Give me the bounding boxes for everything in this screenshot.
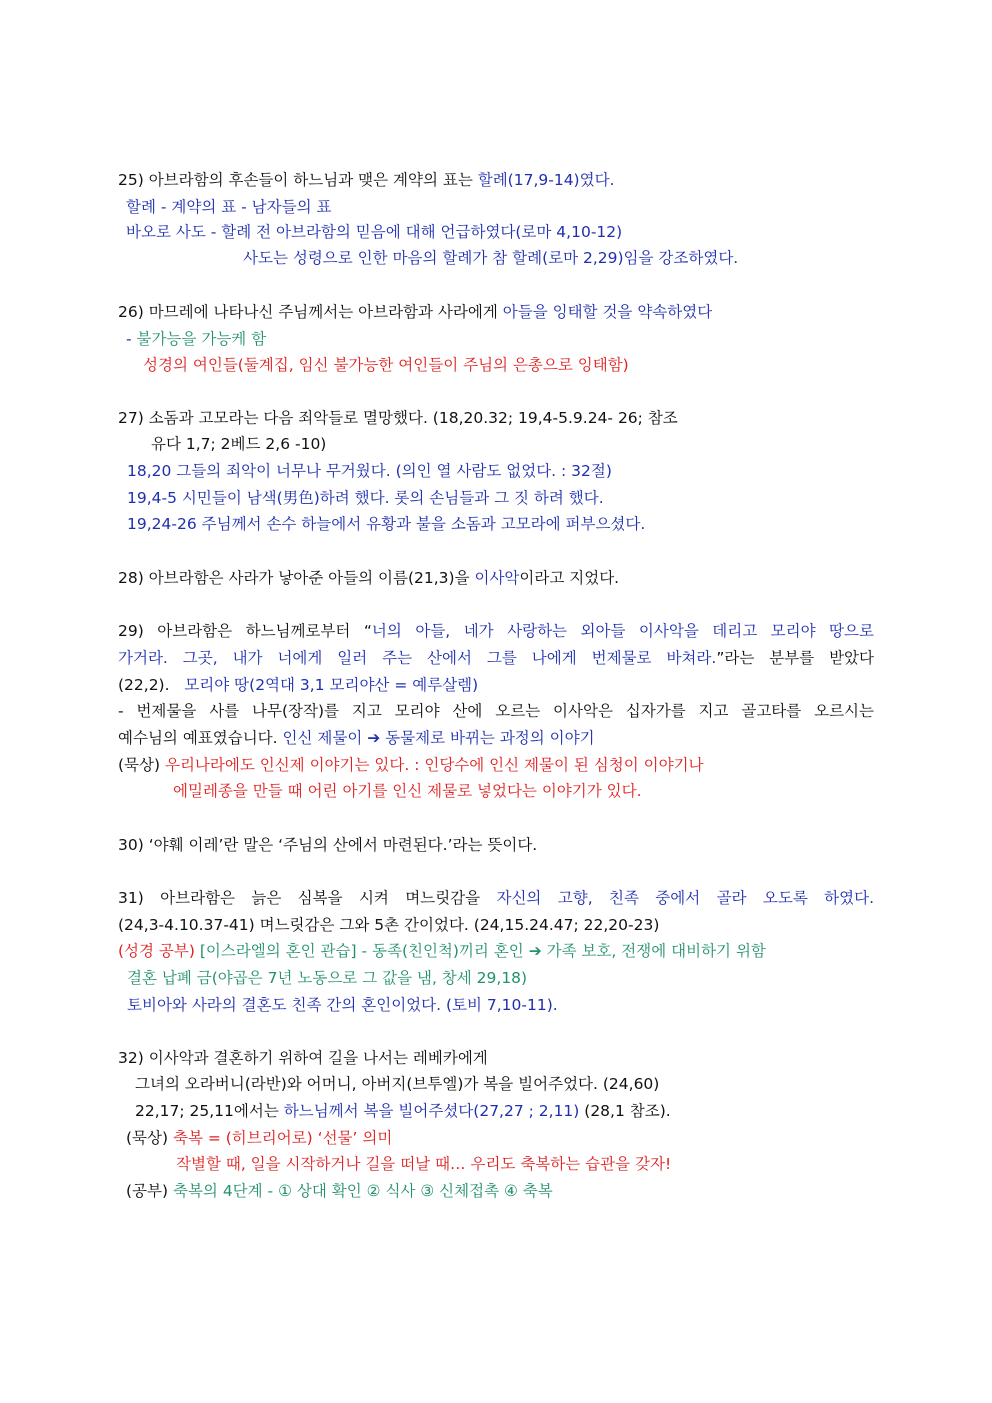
item-32-line	[135, 1101, 671, 1123]
text-run: 25) 아브라함의 후손들이 하느님과 맺은 계약의 표는	[118, 171, 478, 189]
text-run: 할례 - 계약의 표 - 남자들의 표	[126, 198, 332, 216]
item-29-meditation	[173, 781, 642, 803]
item-29-meditation	[118, 755, 704, 777]
text-run: - 번제물을 사를 나무(장작)를 지고 모리야 산에 오르는 이사악은 십자가를 지고 골고타를 오르시는	[118, 702, 874, 720]
text-run: ”라는 분부를 받았다	[716, 649, 874, 667]
text-run: 27) 소돔과 고모라는 다음 죄악들로 멸망했다. (18,20.32; 19,4-5.9.24- 26; 참조	[118, 409, 678, 427]
text-run: 하느님께서 복을 빌어주셨다(27,27 ; 2,11)	[283, 1102, 580, 1120]
item-32-meditation	[126, 1128, 392, 1150]
text-run: (28,1 참조).	[579, 1102, 671, 1120]
text-run: 28) 아브라함은 사라가 낳아준 아들의 이름(21,3)을	[118, 569, 475, 587]
item-27-line	[151, 434, 326, 456]
item-29-line	[118, 675, 478, 697]
text-run: 22,17; 25,11에서는	[135, 1102, 284, 1120]
text-run: 너의 아들, 네가 사랑하는 외아들 이사악을 데리고 모리야 땅으로	[371, 622, 874, 640]
text-run: 아들을 잉태할 것을 약속하였다	[502, 303, 713, 321]
text-run: (공부)	[126, 1182, 173, 1200]
text-run: 작별할 때, 일을 시작하거나 길을 떠날 때… 우리도 축복하는 습관을 갖자!	[176, 1155, 672, 1173]
item-27-heading	[118, 408, 678, 430]
item-27-line	[127, 514, 645, 536]
text-run: (묵상)	[126, 1129, 173, 1147]
text-run: [이스라엘의 혼인 관습] - 동족(친인척)끼리 혼인 ➔ 가족 보호, 전쟁에 대비하기 위함	[199, 942, 766, 960]
text-run: 자신의 고향, 친족 중에서 골라 오도록 하였다.	[496, 889, 874, 907]
text-run: 30) ‘야훼 이레’란 말은 ‘주님의 산에서 마련된다.’라는 뜻이다.	[118, 836, 538, 854]
item-25-line	[126, 222, 622, 244]
text-run: 사도는 성령으로 인한 마음의 할례가 참 할례(로마 2,29)임을 강조하였다.	[243, 249, 739, 267]
item-32-study	[126, 1181, 553, 1203]
item-32-heading	[118, 1048, 488, 1070]
item-29-line	[118, 648, 874, 670]
item-29-line	[118, 728, 595, 750]
text-run: 유다 1,7; 2베드 2,6 -10)	[151, 435, 327, 453]
text-run: 32) 이사악과 결혼하기 위하여 길을 나서는 레베카에게	[118, 1049, 488, 1067]
text-run: 토비아와 사라의 결혼도 친족 간의 혼인이었다. (토비 7,10-11).	[127, 996, 558, 1014]
item-26-line	[143, 355, 629, 377]
text-run: 할례(17,9-14)였다.	[477, 171, 615, 189]
item-31-line	[127, 995, 558, 1017]
text-run: (묵상)	[118, 756, 165, 774]
text-run: 축복 = (히브리어로) ‘선물’ 의미	[172, 1129, 393, 1147]
text-run: (22,2).	[118, 676, 185, 694]
item-32-line	[135, 1074, 659, 1096]
item-31-line	[118, 915, 659, 937]
text-run: 불가능을 가능케 함	[136, 330, 267, 348]
text-run: 19,24-26 주님께서 손수 하늘에서 유황과 불을 소돔과 고모라에 퍼부으셨다.	[127, 515, 646, 533]
text-run: 우리나라에도 인신제 이야기는 있다. : 인당수에 인신 제물이 된 심청이 이야기나	[164, 756, 704, 774]
text-run: 이라고 지었다.	[519, 569, 620, 587]
text-run: 성경의 여인들(둘계집, 임신 불가능한 여인들이 주님의 은총으로 잉태함)	[143, 356, 629, 374]
item-28-heading	[118, 568, 619, 590]
item-31-study	[118, 941, 766, 963]
item-29-heading	[118, 621, 874, 643]
item-27-line	[127, 461, 612, 483]
item-26-heading	[118, 302, 712, 324]
item-25-heading	[118, 170, 614, 192]
text-run: (24,3-4.10.37-41) 며느릿감은 그와 5촌 간이었다. (24,15.24.47; 22,20-23)	[118, 916, 660, 934]
text-run: 19,4-5 시민들이 남색(男色)하려 했다. 롯의 손님들과 그 짓 하려 했다.	[127, 489, 604, 507]
item-25-line	[126, 197, 331, 219]
text-run: 모리야 땅(2역대 3,1 모리야산 = 예루살렘)	[184, 676, 479, 694]
text-run: 인신 제물이 ➔ 동물제로 바뀌는 과정의 이야기	[282, 729, 595, 747]
item-32-meditation	[176, 1154, 671, 1176]
item-26-line	[126, 329, 266, 351]
item-31-line	[127, 968, 527, 990]
text-run: 26) 마므레에 나타나신 주님께서는 아브라함과 사라에게	[118, 303, 503, 321]
item-29-line	[118, 701, 874, 723]
text-run: 예수님의 예표였습니다.	[118, 729, 283, 747]
text-run: 이사악	[474, 569, 520, 587]
text-run: 31) 아브라함은 늙은 심복을 시켜 며느릿감을	[118, 889, 497, 907]
text-run: 에밀레종을 만들 때 어린 아기를 인신 제물로 넣었다는 이야기가 있다.	[173, 782, 642, 800]
text-run: 그녀의 오라버니(라반)와 어머니, 아버지(브투엘)가 복을 빌어주었다. (24,60)	[135, 1075, 660, 1093]
text-run: 축복의 4단계 - ① 상대 확인 ② 식사 ③ 신체접촉 ④ 축복	[172, 1182, 553, 1200]
item-30-heading	[118, 835, 537, 857]
text-run: 18,20 그들의 죄악이 너무나 무거웠다. (의인 열 사람도 없었다. : 32절)	[127, 462, 612, 480]
item-31-heading	[118, 888, 874, 910]
item-27-line	[127, 488, 604, 510]
text-run: -	[126, 330, 137, 348]
text-run: 가거라. 그곳, 내가 너에게 일러 주는 산에서 그를 나에게 번제물로 바쳐라.	[118, 649, 717, 667]
text-run: 29) 아브라함은 하느님께로부터 “	[118, 622, 372, 640]
text-run: 바오로 사도 - 할례 전 아브라함의 믿음에 대해 언급하였다(로마 4,10-12)	[126, 223, 623, 241]
item-25-line	[243, 248, 738, 270]
text-run: (성경 공부)	[118, 942, 200, 960]
text-run: 결혼 납폐 금(야곱은 7년 노동으로 그 값을 냄, 창세 29,18)	[127, 969, 528, 987]
